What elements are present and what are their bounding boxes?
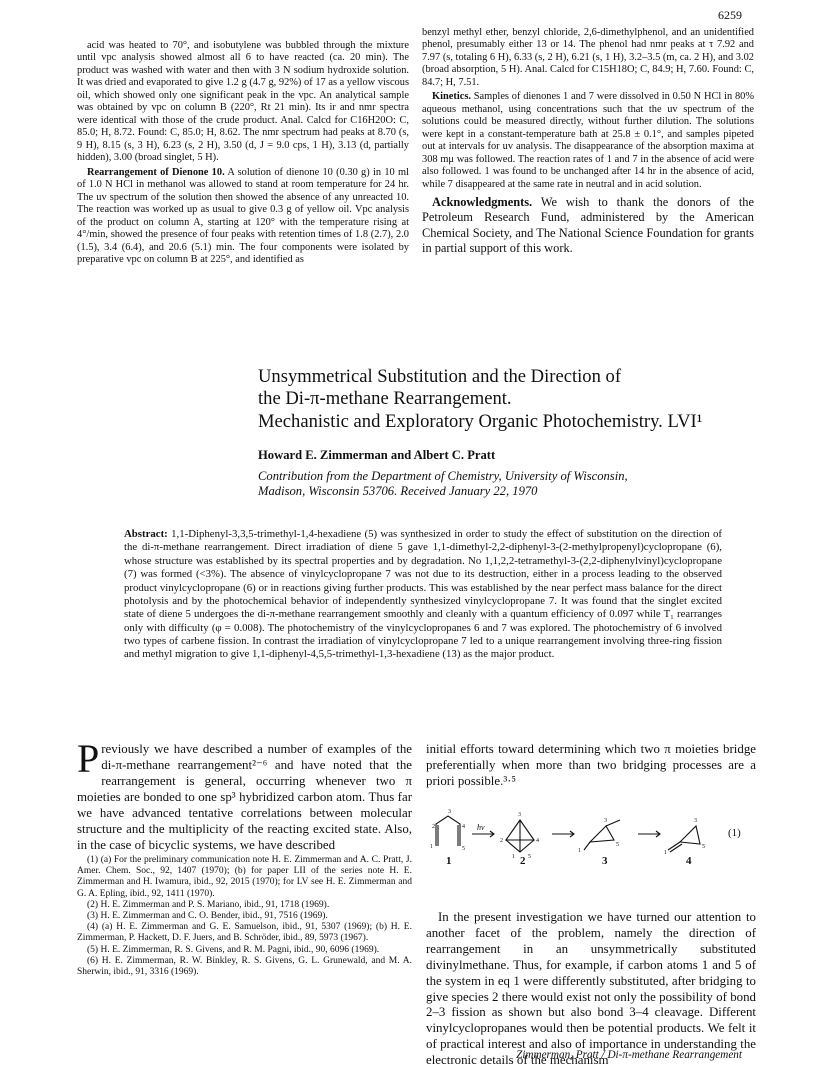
paragraph: initial efforts toward determining which two π moieties bridge preferentially when more than two bridging processes are a priori possible.³·⁵: [426, 742, 756, 788]
article-header: [258, 366, 758, 500]
atom-label: 2: [432, 824, 435, 830]
compound-label: 4: [686, 855, 692, 864]
atom-label: 5: [528, 854, 531, 860]
body-left-column: [77, 736, 412, 854]
atom-label: 1: [512, 854, 515, 860]
intro-paragraph: [77, 736, 412, 854]
atom-label: 3: [448, 809, 451, 815]
atom-label: 1: [578, 848, 581, 854]
paragraph: Kinetics. Samples of dienones 1 and 7 were dissolved in 0.50 N HCl in 80% aqueous methanol, using concentrations such that the uv spectrum of the solutions could be measured directly, without further dilution. The solutions were kept in a constant-temperature bath at 25.8 ± 0.1°, and samples pipeted out at intervals for uv analysis. The disappearance of the absorption maxima at 308 mμ was followed. The reaction rates of 1 and 7 in the absence of acid were also followed. 1 was found to be unchanged after 14 hr in the absence of acid, while 7 disappeared at the same rate in neutral and in acid solution.: [422, 91, 754, 190]
footnote: (5) H. E. Zimmerman, R. S. Givens, and R. M. Pagni, ibid., 90, 6096 (1969).: [87, 944, 380, 955]
equation-number: (1): [728, 827, 741, 839]
compound-label: 3: [602, 855, 608, 864]
atom-label: 3: [604, 818, 607, 824]
affiliation-line: Madison, Wisconsin 53706. Received January 22, 1970: [258, 484, 538, 499]
footnote: (2) H. E. Zimmerman and P. S. Mariano, ibid., 91, 1718 (1969).: [87, 899, 330, 910]
reaction-scheme: [428, 806, 756, 864]
title-line: Mechanistic and Exploratory Organic Photochemistry. LVI¹: [258, 410, 703, 432]
acknowledgments: Acknowledgments. We wish to thank the donors of the Petroleum Research Fund, administered by the American Chemical Society, and The National Science Foundation for grants in partial support of this work.: [422, 195, 754, 255]
atom-label: 5: [462, 846, 465, 852]
atom-label: 3: [518, 812, 521, 818]
atom-label: 5: [616, 842, 619, 848]
footnote: (1) (a) For the preliminary communication note H. E. Zimmerman and A. C. Pratt, J. Amer. Chem. Soc., 92, 1407 (1970); (b) for paper LII of the series note H. E. Zimmerman and H. Iwamura, ibid., 92, 2015 (1970); for LV see H. E. Zimmerman and G. A. Epling, ibid., 92, 1411 (1970).: [77, 855, 412, 899]
atom-label: 1: [664, 850, 667, 856]
paragraph: benzyl methyl ether, benzyl chloride, 2,6-dimethylphenol, and an unidentified phenol, presumably either 13 or 14. The phenol had nmr peaks at τ 7.92 and 7.97 (s, totaling 6 H), 6.33 (s, 2 H), 6.21 (s, 1 H), 3.2–3.5 (m, ca. 2 H), and 3.02 (broad absorption, 5 H). Anal. Calcd for C15H18O; C, 84.9; H, 7.60. Found: C, 84.7; H, 7.51.: [422, 27, 754, 88]
footnote: (6) H. E. Zimmerman, R. W. Binkley, R. S. Givens, G. L. Grunewald, and M. A. Sherwin, ibid., 91, 3316 (1969).: [77, 955, 412, 978]
atom-label: 3: [694, 818, 697, 824]
structure-3: [590, 826, 614, 842]
structure-4: [680, 826, 700, 844]
drop-cap: P: [77, 736, 100, 781]
compound-label: 2: [520, 855, 526, 864]
affiliation: [258, 469, 758, 500]
atom-label: 5: [702, 844, 705, 850]
footnote: (4) (a) H. E. Zimmerman and G. E. Samuelson, ibid., 91, 5307 (1969); (b) H. E. Zimmerman, P. Hackett, D. F. Juers, and B. Schröder, ibid., 89, 5973 (1967).: [77, 922, 412, 944]
footnote: (3) H. E. Zimmerman and C. O. Bender, ibid., 91, 7516 (1969).: [87, 911, 328, 922]
authors: Howard E. Zimmerman and Albert C. Pratt: [258, 447, 496, 462]
title-line: the Di-π-methane Rearrangement.: [258, 388, 512, 410]
title-line: Unsymmetrical Substitution and the Direction of: [258, 366, 622, 387]
affiliation-line: Contribution from the Department of Chemistry, University of Wisconsin,: [258, 468, 628, 483]
structure-1: [436, 816, 460, 846]
atom-label: 4: [462, 824, 465, 830]
run-in-heading: Acknowledgments.: [432, 195, 533, 210]
abstract-label: Abstract:: [124, 528, 168, 540]
run-in-heading: Kinetics.: [432, 91, 471, 103]
body-right-column: [426, 742, 756, 1069]
article-title: [258, 366, 758, 433]
atom-label: 2: [500, 838, 503, 844]
experimental-left-column: [77, 40, 409, 267]
run-in-heading: Rearrangement of Dienone 10.: [87, 166, 225, 178]
abstract-text: 1,1-Diphenyl-3,3,5-trimethyl-1,4-hexadiene (5) was synthesized in order to study the effect of substitution on the direction of the di-π-methane rearrangement. Direct irradiation of diene 5 gave 1,1-dimethyl-2,2-diphenyl-3-(2-methylpropenyl)cyclopropane (6), whose structure was established by its spectral properties and by degradation. No 1,1,2,2-tetramethyl-3-(2,2-diphenylvinyl)cyclopropane (7) was formed (<3%). The absence of vinylcyclopropane 7 was not due to its destruction, either in a process leading to the observed product vinylcyclopropane (6) or in reactions giving further products. This was established by the near perfect mass balance for the direct photolysis and by the photochemical behavior of independently synthesized vinylcyclopropane 7. It was found that the singlet excited state of diene 5 undergoes the di-π-methane rearrangement smoothly and cleanly with a quantum efficiency of 0.097 while T₁ rearranges only with difficulty (φ = 0.008). The photochemistry of the vinylcyclopropanes 6 and 7 was explored. The photochemistry of 6 involved two types of carbene fission. In contrast the irradiation of vinylcyclopropane 7 led to a unique rearrangement involving three-ring fission and methyl migration to give 1,1-diphenyl-4,5,5-trimethyl-1,3-hexadiene (13) as the major product.: [124, 528, 722, 661]
hv-label: hν: [477, 823, 485, 832]
paragraph: acid was heated to 70°, and isobutylene was bubbled through the mixture until vpc analysis showed almost all 6 to have reacted (ca. 20 min). The product was washed with water and then with 3 N sodium hydroxide solution. It was dried and evaporated to give 1.2 g (4.7 g, 92%) of 17 as a yellow viscous oil, which showed only one significant peak in the vpc. An analytical sample was obtained by vpc on column B (220°, Rt 21 min). Its ir and nmr spectra were identical with those of the crude product. Anal. Calcd for C16H20O: C, 85.0; H, 8.72. Found: C, 85.0; H, 8.62. The nmr spectrum had peaks at 8.70 (s, 9 H), 8.15 (s, 3 H), 6.23 (s, 2 H), 3.50 (d, J = 9.0 cps, 1 H), 3.13 (d, partially hidden), 3.00 (broad singlet, 5 H).: [77, 40, 409, 164]
intro-text: reviously we have described a number of examples of the di-π-methane rearrangement²⁻⁶ and have noted that the rearrangement is general, occurring whenever two π moieties are bonded to one sp³ hybridized carbon atom. Thus far we have advanced tentative correlations between molecular structure and the multiplicity of the reacting excited state. Also, in the case of bicyclic systems, we have described: [77, 742, 412, 852]
abstract: [124, 528, 722, 662]
paragraph: Rearrangement of Dienone 10. A solution of dienone 10 (0.30 g) in 10 ml of 1.0 N HCl in methanol was allowed to stand at room temperature for 24 hr. The uv spectrum of the solution then showed the absence of any unreacted 10. The reaction was worked up as usual to give 0.3 g of yellow oil. Vpc analysis of the product on column A, starting at 120° with the temperature rising at 4°/min, showed the presence of four peaks with retention times of 1.8 (2.7), 2.0 (1.5), 3.4 (6.4), and 20.6 (5.1) min. The four components were isolated by preparative vpc on column B at 225°, and identified as: [77, 166, 409, 266]
atom-label: 1: [430, 844, 433, 850]
running-footer: Zimmerman, Pratt / Di-π-methane Rearrangement: [516, 1049, 742, 1061]
atom-label: 4: [536, 838, 539, 844]
compound-label: 1: [446, 855, 452, 864]
experimental-right-column: [422, 27, 754, 256]
footnotes: [77, 855, 412, 978]
paragraph: In the present investigation we have turned our attention to another facet of the problem, namely the direction of rearrangement in an unsymmetrically substituted divinylmethane. Thus, for example, if carbon atoms 1 and 5 of the system in eq 1 were differently substituted, after bridging to give species 2 there would exist not only the possibility of bond 2–3 fission as shown but also bond 3–4 cleavage. Different vinylcyclopropanes would then be potential products. We felt it of practical interest and also of importance in understanding the electronic details of the mechanism: [426, 909, 756, 1068]
page-number: 6259: [718, 8, 742, 22]
